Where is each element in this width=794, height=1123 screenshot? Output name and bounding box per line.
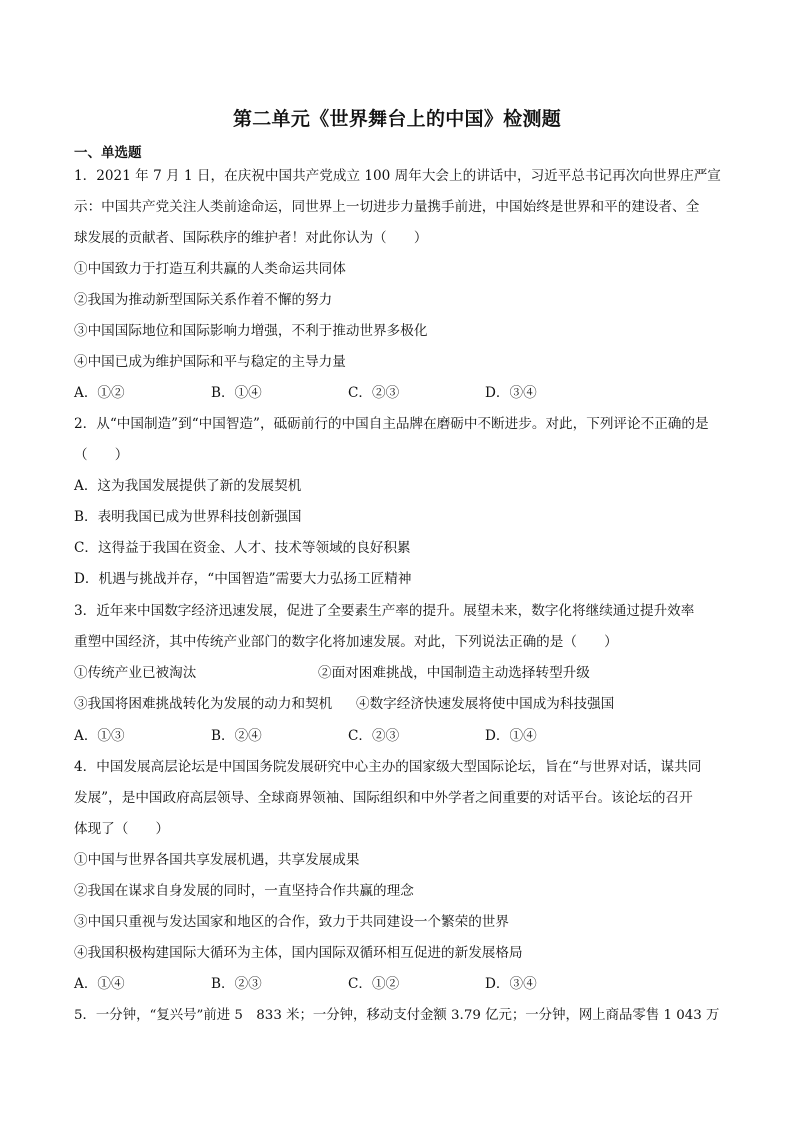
question-1-statement: ④中国已成为维护国际和平与稳定的主导力量 (74, 354, 346, 370)
option-a[interactable]: A．①② (74, 385, 125, 401)
question-4-statement: ①中国与世界各国共享发展机遇，共享发展成果 (74, 852, 360, 868)
question-2-stem-line: （ ） (74, 447, 129, 463)
question-2-option-c[interactable]: C．这得益于我国在资金、人才、技术等领域的良好积累 (74, 540, 411, 556)
question-3-stem-line: 重塑中国经济，其中传统产业部门的数字化将加速发展。对此，下列说法正确的是（ ） (74, 634, 618, 650)
option-c[interactable]: C．②③ (348, 385, 400, 401)
option-b[interactable]: B．①④ (211, 385, 262, 401)
section-heading: 一、单选题 (74, 145, 142, 161)
question-4-statement: ④我国积极构建国际大循环为主体，国内国际双循环相互促进的新发展格局 (74, 945, 523, 961)
question-1-stem-line: 球发展的贡献者、国际秩序的维护者！对此你认为（ ） (74, 230, 428, 246)
question-3-stem-line: 3．近年来中国数字经济迅速发展，促进了全要素生产率的提升。展望未来，数字化将继续通过提升效率 (74, 603, 695, 619)
question-1-statement: ②我国为推动新型国际关系作着不懈的努力 (74, 292, 333, 308)
option-a[interactable]: A．①④ (74, 976, 125, 992)
question-4-stem-line: 体现了（ ） (74, 821, 170, 837)
option-a[interactable]: A．①③ (74, 728, 125, 744)
option-b[interactable]: B．②③ (211, 976, 262, 992)
question-1-stem-line: 1．2021 年 7 月 1 日，在庆祝中国共产党成立 100 周年大会上的讲话中，习近平总书记再次向世界庄严宣 (74, 168, 721, 184)
question-4-stem-line: 4．中国发展高层论坛是中国国务院发展研究中心主办的国家级大型国际论坛，旨在“与世界对话，谋共同 (74, 759, 702, 775)
question-2-option-a[interactable]: A．这为我国发展提供了新的发展契机 (74, 478, 302, 494)
question-2-stem-line: 2．从“中国制造”到“中国智造”，砥砺前行的中国自主品牌在磨砺中不断进步。对此，下列评论不正确的是 (74, 416, 709, 432)
question-3-statement: ②面对困难挑战，中国制造主动选择转型升级 (318, 665, 590, 681)
question-4-stem-line: 发展”，是中国政府高层领导、全球商界领袖、国际组织和中外学者之间重要的对话平台。该论坛的召开 (74, 790, 693, 806)
question-5-stem-line: 5．一分钟，“复兴号”前进 5 833 米；一分钟，移动支付金额 3.79 亿元；一分钟，网上商品零售 1 043 万 (74, 1008, 720, 1023)
question-3-statement: ①传统产业已被淘汰 (74, 665, 197, 681)
option-b[interactable]: B．②④ (211, 728, 262, 744)
question-4-statement: ③中国只重视与发达国家和地区的合作，致力于共同建设一个繁荣的世界 (74, 914, 509, 930)
question-4-statement: ②我国在谋求自身发展的同时，一直坚持合作共赢的理念 (74, 883, 414, 899)
question-1-statement: ③中国国际地位和国际影响力增强，不利于推动世界多极化 (74, 323, 428, 339)
option-c[interactable]: C．②③ (348, 728, 400, 744)
question-1-stem-line: 示：中国共产党关注人类前途命运，同世界上一切进步力量携手前进，中国始终是世界和平的建设者、全 (74, 199, 700, 215)
question-3-statement: ③我国将困难挑战转化为发展的动力和契机 (74, 696, 333, 712)
question-2-option-b[interactable]: B．表明我国已成为世界科技创新强国 (74, 509, 302, 525)
page-title: 第二单元《世界舞台上的中国》检测题 (232, 108, 562, 130)
option-c[interactable]: C．①② (348, 976, 400, 992)
question-1-statement: ①中国致力于打造互利共赢的人类命运共同体 (74, 261, 346, 277)
option-d[interactable]: D．③④ (485, 976, 537, 992)
question-2-option-d[interactable]: D．机遇与挑战并存，“中国智造”需要大力弘扬工匠精神 (74, 571, 412, 587)
question-3-statement: ④数字经济快速发展将使中国成为科技强国 (356, 696, 615, 712)
option-d[interactable]: D．③④ (485, 385, 537, 401)
option-d[interactable]: D．①④ (485, 728, 537, 744)
